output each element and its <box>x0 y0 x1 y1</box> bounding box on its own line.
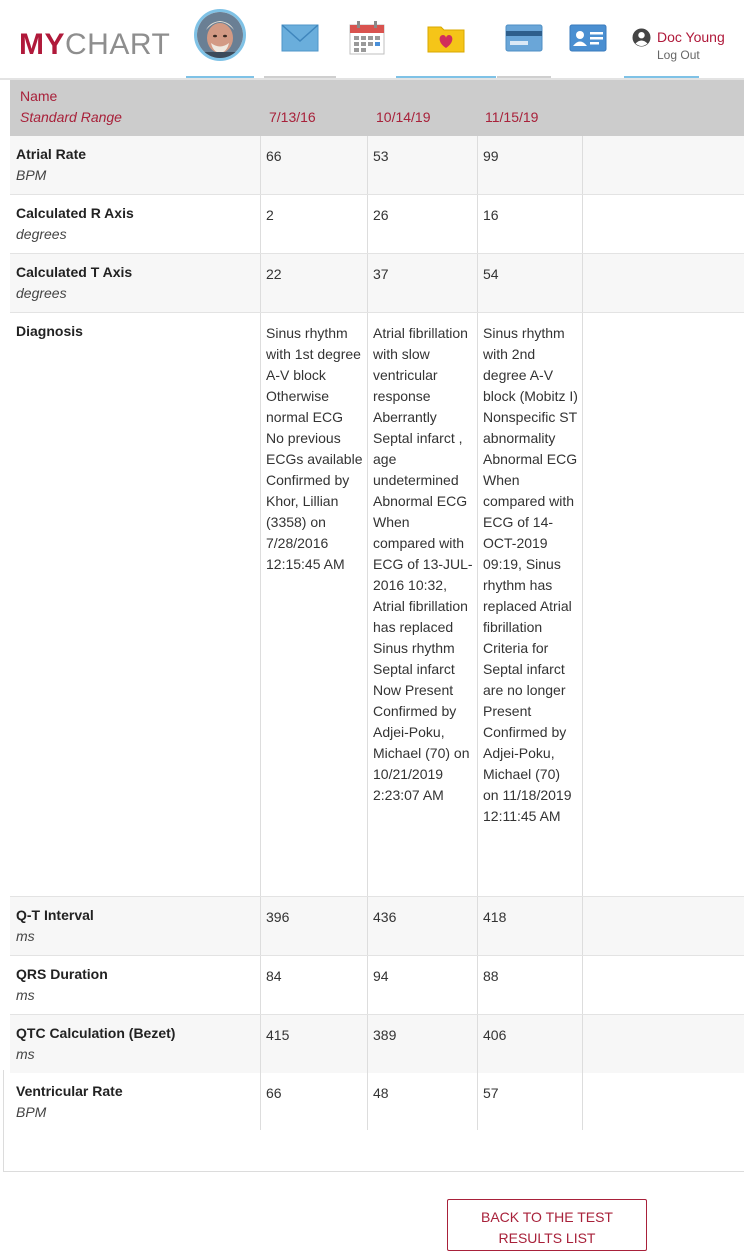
value-cell <box>477 1015 583 1073</box>
row-unit: ms <box>16 1046 35 1062</box>
table-row <box>10 254 744 313</box>
folder-heart-icon <box>427 23 465 58</box>
nav-account-info[interactable] <box>554 0 622 80</box>
back-to-results-button[interactable]: BACK TO THE TEST RESULTS LIST <box>447 1199 647 1251</box>
value: 66 <box>266 148 282 164</box>
value: 84 <box>266 968 282 984</box>
value-cell <box>367 897 477 956</box>
nav-billing[interactable] <box>497 0 551 80</box>
row-name: Calculated T Axis <box>16 264 133 280</box>
value: 389 <box>373 1027 397 1043</box>
value: 406 <box>483 1027 507 1043</box>
value-cell <box>260 254 367 313</box>
table-row <box>10 136 744 195</box>
row-name: Diagnosis <box>16 323 83 339</box>
header-date: 7/13/16 <box>269 109 316 125</box>
nav-messages[interactable] <box>264 0 336 80</box>
value: 54 <box>483 266 499 282</box>
value-cell <box>260 956 367 1015</box>
value: 436 <box>373 909 397 925</box>
value: 53 <box>373 148 389 164</box>
value-cell <box>367 1015 477 1073</box>
value-cell <box>477 956 583 1015</box>
header-name: Name <box>20 88 58 104</box>
id-card-icon <box>569 24 607 57</box>
envelope-icon <box>281 23 319 58</box>
row-unit: BPM <box>16 1104 47 1120</box>
table-row <box>10 313 744 897</box>
logo-my: MY <box>19 28 65 61</box>
value: 26 <box>373 207 389 223</box>
row-label-cell <box>10 195 260 254</box>
app-header <box>0 0 744 80</box>
empty-cell <box>583 313 744 897</box>
header-standard-range: Standard Range <box>20 109 122 125</box>
row-unit: ms <box>16 928 35 944</box>
row-unit: BPM <box>16 167 47 183</box>
row-unit: degrees <box>16 285 67 301</box>
value: 99 <box>483 148 499 164</box>
value: 2 <box>266 207 274 223</box>
row-label-cell <box>10 956 260 1015</box>
row-name: Atrial Rate <box>16 146 87 162</box>
empty-cell <box>583 1015 744 1073</box>
row-label-cell <box>10 897 260 956</box>
calendar-icon <box>349 21 385 60</box>
value: 66 <box>266 1085 282 1101</box>
row-unit: ms <box>16 987 35 1003</box>
row-name: Q-T Interval <box>16 907 94 923</box>
credit-card-icon <box>505 24 543 57</box>
value: 415 <box>266 1027 290 1043</box>
header-date: 10/14/19 <box>376 109 431 125</box>
table-row <box>10 195 744 254</box>
user-menu[interactable] <box>632 28 744 68</box>
user-name[interactable]: Doc Young <box>657 29 725 45</box>
value-cell <box>367 956 477 1015</box>
value-cell <box>477 195 583 254</box>
row-label-cell <box>10 313 260 897</box>
row-unit: degrees <box>16 226 67 242</box>
table-frame <box>3 1070 744 1172</box>
row-label-cell <box>10 136 260 195</box>
value-cell <box>477 254 583 313</box>
diagnosis-text: Atrial fibrillation with slow ventricular response Aberrantly Septal infarct , age undetermined Abnormal ECG When compared with ECG of 13-JUL-2016 10:32, Atrial fibrillation has replaced Sinus rhythm Septal infarct Now Present Confirmed by Adjei-Poku, Michael (70) on 10/21/2019 2:23:07 AM <box>373 325 473 803</box>
value-cell <box>260 195 367 254</box>
empty-cell <box>583 254 744 313</box>
row-label-cell <box>10 254 260 313</box>
value: 16 <box>483 207 499 223</box>
row-name: QTC Calculation (Bezet) <box>16 1025 176 1041</box>
user-icon <box>632 28 651 52</box>
nav-health-summary[interactable] <box>396 0 496 80</box>
value-cell <box>367 195 477 254</box>
value-cell <box>367 313 477 897</box>
value: 37 <box>373 266 389 282</box>
diagnosis-text: Sinus rhythm with 1st degree A-V block Otherwise normal ECG No previous ECGs available Confirmed by Khor, Lillian (3358) on 7/28/2016 12:15:45 AM <box>266 325 363 572</box>
value-cell <box>260 1015 367 1073</box>
table-row <box>10 956 744 1015</box>
table-header <box>10 80 744 136</box>
value-cell <box>367 254 477 313</box>
value: 57 <box>483 1085 499 1101</box>
value-cell <box>477 136 583 195</box>
value: 418 <box>483 909 507 925</box>
row-name: QRS Duration <box>16 966 108 982</box>
row-label-cell <box>10 1015 260 1073</box>
value-cell <box>477 897 583 956</box>
empty-cell <box>583 195 744 254</box>
diagnosis-text: Sinus rhythm with 2nd degree A-V block (Mobitz I) Nonspecific ST abnormality Abnormal ECG When compared with ECG of 14-OCT-2019 09:19, Sinus rhythm has replaced Atrial fibrillation Criteria for Septal infarct are no longer Present Confirmed by Adjei-Poku, Michael (70) on 11/18/2019 12:11:45 AM <box>483 325 578 824</box>
value: 48 <box>373 1085 389 1101</box>
avatar[interactable] <box>194 9 246 61</box>
nav-appointments[interactable] <box>338 0 396 80</box>
logout-link[interactable]: Log Out <box>657 48 700 62</box>
empty-cell <box>583 136 744 195</box>
logo-chart: CHART <box>65 28 171 61</box>
nav-profile-photo[interactable] <box>186 0 254 80</box>
row-name: Ventricular Rate <box>16 1083 123 1099</box>
mychart-logo[interactable] <box>19 28 170 62</box>
value-cell <box>367 136 477 195</box>
value-cell <box>260 897 367 956</box>
value-cell <box>260 313 367 897</box>
table-row <box>10 897 744 956</box>
table-row <box>10 1015 744 1073</box>
value: 88 <box>483 968 499 984</box>
value: 396 <box>266 909 290 925</box>
header-date: 11/15/19 <box>485 109 539 125</box>
value: 94 <box>373 968 389 984</box>
value-cell <box>477 313 583 897</box>
empty-cell <box>583 956 744 1015</box>
row-name: Calculated R Axis <box>16 205 134 221</box>
empty-cell <box>583 897 744 956</box>
value-cell <box>260 136 367 195</box>
value: 22 <box>266 266 282 282</box>
